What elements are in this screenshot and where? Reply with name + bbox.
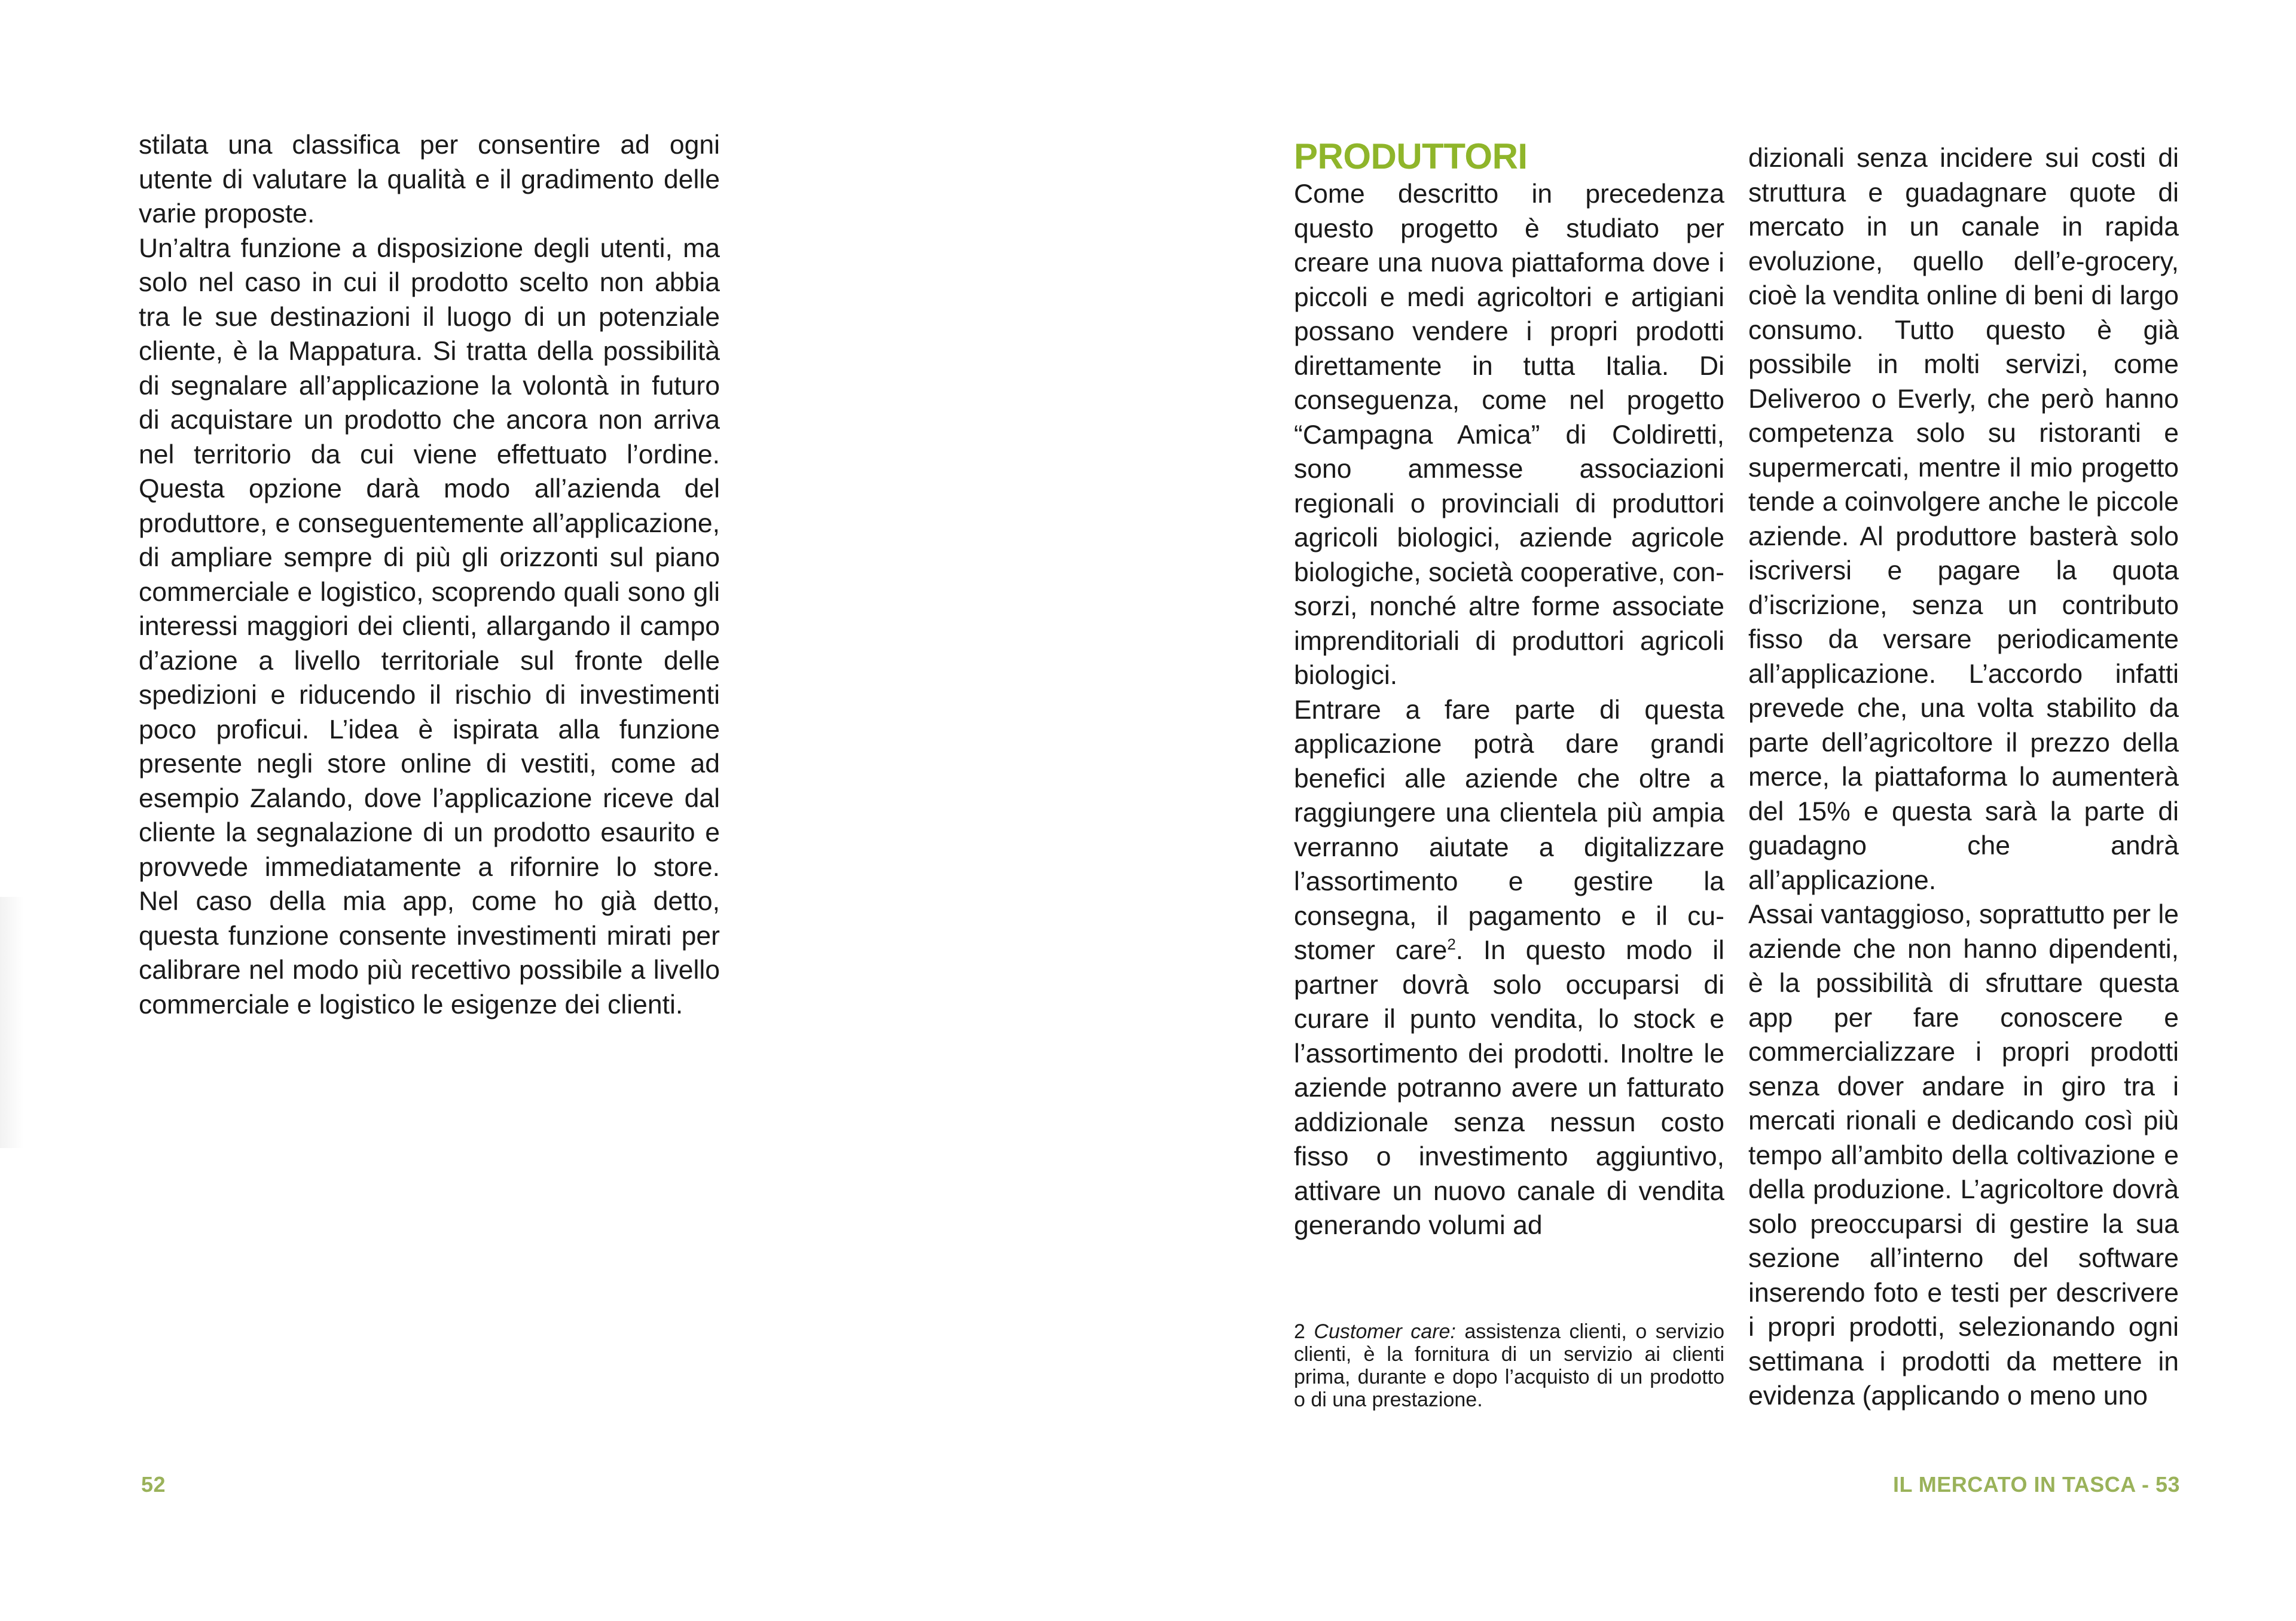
left-page-number: 52 [141,1472,166,1497]
footnote-text: assistenza clienti, o servizio clienti, è la fornitura di un servizio ai clienti prima, durante e dopo l’acquisto di un prodotto o di una prestazione. [1294,1320,1725,1411]
paragraph-2-text-start: Entrare a fare parte di questa applicazione potrà dare grandi benefici alle aziende che oltre a raggiungere una clientela più ampia verranno aiutate a digitalizzare l’assortimento e gestire la consegna, il pagamento e il customer care [1294,695,1724,965]
footnote [1294,1320,1724,1411]
producers-paragraph-3: dizionali senza incidere sui costi di struttura e guadagnare quote di mercato in un canale in rapida evoluzione, quello dell’e-grocery, cioè la vendita online di beni di largo consumo. Tutto questo è già possibile in molti servizi, come Deliveroo o Everly, che però hanno competenza solo su ristoranti e supermercati, mentre il mio progetto tende a coinvolgere anche le piccole aziende. Al produttore basterà solo iscriversi e pagare la quota d’iscrizione, senza un contributo fisso da versare periodicamente all’applicazione. L’accordo infatti prevede che, una volta stabilito da parte dell’agricoltore il prezzo della merce, la piattaforma lo aumenterà del 15% e questa sarà la parte di guadagno che andrà all’applicazione. [1748,144,2179,895]
section-title: PRODUTTORI [1294,136,1528,176]
right-page-footer: IL MERCATO IN TASCA - 53 [1892,1472,2180,1497]
right-page-column-1 [1294,138,1724,1243]
left-paragraph-2: Un’altra funzione a disposizione degli utenti, ma solo nel caso in cui il prodotto scelto non abbia tra le sue destinazioni il luogo di un potenziale cliente, è la Mappatura. Si tratta della possibilità di segnalare all’applicazione la volontà in futuro di acquistare un prodotto che ancora non arriva nel territorio da cui viene effettuato l’ordine. Questa opzione darà modo all’azienda del produttore, e conseguentemente all’applicazione, di ampliare sempre di più gli orizzonti sul piano commerciale e logistico, scoprendo quali sono gli interessi maggiori dei clienti, allargando il campo d’azione a livello territoriale sul fronte delle spedizioni e riducendo il rischio di investimenti poco proficui. L’idea è ispirata alla funzione presente negli store online di vestiti, come ad esempio Zalando, dove l’applicazione riceve dal cliente la segnalazione di un prodotto esaurito e provvede immediatamente a rifornire lo store. Nel caso della mia app, come ho già detto, questa funzione consente investimenti mirati per calibrare nel modo più recettivo possibile a livello commerciale e logistico le esigenze dei clienti. [139,233,720,1019]
footnote-number: 2 [1294,1320,1305,1343]
left-paragraph-1: stilata una classifica per consentire ad ogni utente di valutare la qualità e il gradimento delle varie proposte. [139,130,720,228]
right-page-column-2 [1748,141,2179,1414]
producers-paragraph-4: Assai vantaggioso, soprattutto per le aziende che non hanno dipendenti, è la possibilità di sfruttare questa app per fare conoscere e commercializzare i propri prodotti senza dover andare in giro tra i mercati rionali e dedicando così più tempo all’ambito della coltivazione e della produzione. L’agricoltore dovrà solo preoccuparsi di gestire la sua sezione all’interno del software inserendo foto e testi per descrivere i propri prodotti, selezionando ogni settimana i prodotti da mettere in evidenza (applicando o meno uno [1748,900,2179,1411]
footnote-marker: 2 [1447,935,1456,954]
footnote-term: Customer care: [1314,1320,1456,1343]
producers-paragraph-2 [1294,693,1724,1243]
left-page-body [139,128,720,1022]
paragraph-2-text-end: . In questo modo il partner dovrà solo occuparsi di curare il punto vendita, lo stock e l’assortimento dei prodotti. Inoltre le aziende potranno avere un fatturato addizionale senza nessun costo fisso o investimento aggiuntivo, attivare un nuovo canale di vendita generando volumi ad [1294,936,1724,1240]
producers-paragraph-1: Come descritto in precedenza questo progetto è studiato per creare una nuova piattaforma dove i piccoli e medi agricoltori e artigiani possano vendere i propri prodotti direttamente in tutta Italia. Di conseguenza, come nel progetto “Campagna Amica” di Coldiretti, sono ammesse associazioni regionali o provinciali di produttori agricoli biologici, aziende agricole biologiche, società cooperative, consorzi, nonché altre forme associate imprenditoriali di produttori agricoli biologici. [1294,179,1724,690]
page-edge-shadow [0,897,24,1148]
